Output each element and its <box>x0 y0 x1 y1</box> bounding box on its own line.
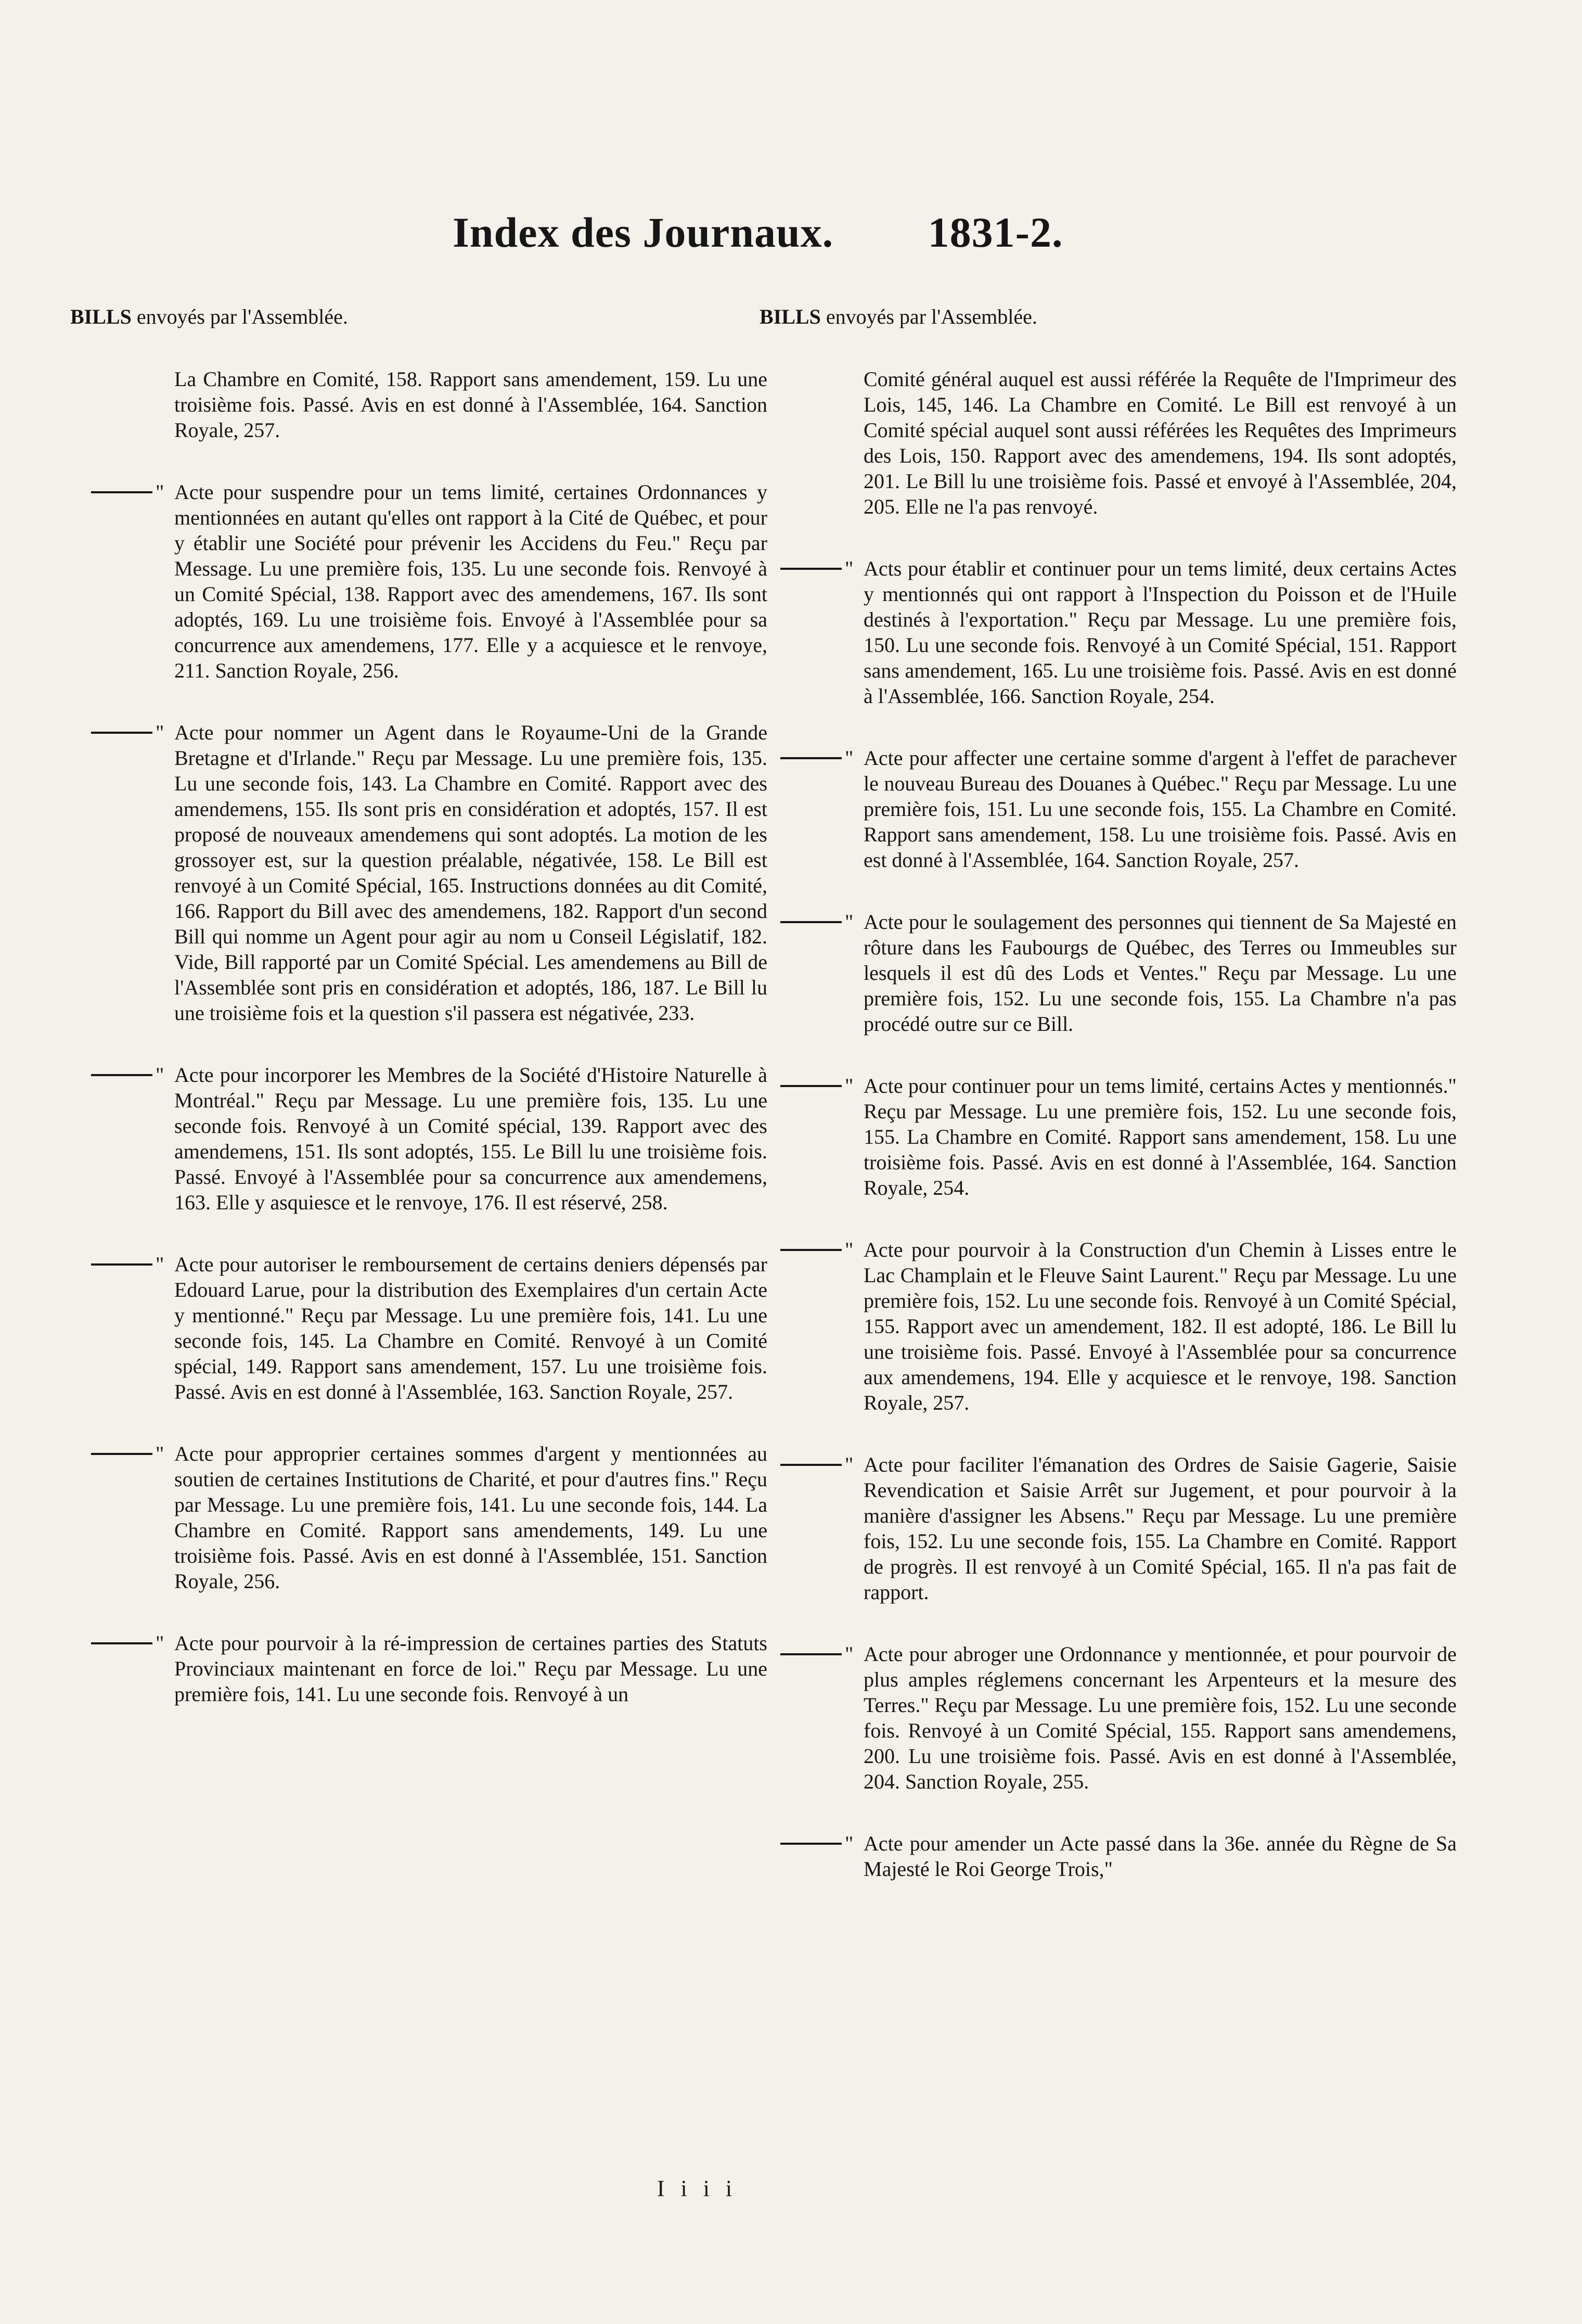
right-column <box>760 304 1457 1918</box>
left-entry-2-text: Acte pour suspendre pour un tems limité, certaines Ordonnances y mentionnées en autant qu'elles ont rapport à la Cité de Québec, et pour y établir une Société pour prévenir les Accidens du Feu." Reçu par Message. Lu une première fois, 135. Lu une seconde fois. Renvoyé à un Comité Spécial, 138. Rapport avec des amendemens, 167. Ils sont adoptés, 169. Lu une troisième fois. Envoyé à l'Assemblée pour sa concurrence aux amendemens, 177. Elle y a acquiesce et le renvoye, 211. Sanction Royale, 256. <box>174 480 767 682</box>
em-dash-marker: " <box>780 1073 858 1099</box>
left-entry-6-text: Acte pour approprier certaines sommes d'argent y mentionnées au soutien de certaines Institutions de Charité, et pour d'autres fins." Reçu par Message. Lu une première fois, 141. Lu une seconde fois, 144. La Chambre en Comité. Rapport sans amendements, 149. Lu une troisième fois. Passé. Avis en est donné à l'Assemblée, 151. Sanction Royale, 256. <box>174 1442 767 1593</box>
right-entry-2-text: Acts pour établir et continuer pour un tems limité, deux certains Actes y mentionnés qui ont rapport à l'Inspection du Poisson et de l'Huile destinés à l'exportation." Reçu par Message. Lu une première fois, 150. Lu une seconde fois. Renvoyé à un Comité Spécial, 151. Rapport sans amendement, 165. Lu une troisième fois. Passé. Avis en est donné à l'Assemblée, 166. Sanction Royale, 254. <box>864 557 1457 708</box>
right-entry-1-text: Comité général auquel est aussi référée la Requête de l'Imprimeur des Lois, 145, 146. La Chambre en Comité. Le Bill est renvoyé à un Comité spécial auquel sont aussi référées les Requêtes des Imprimeurs des Lois, 150. Rapport avec des amendemens, 194. Ils sont adoptés, 201. Le Bill lu une troisième fois. Passé et envoyé à l'Assemblée, 204, 205. Elle ne l'a pas renvoyé. <box>864 367 1457 518</box>
em-dash-marker: " <box>780 1831 858 1856</box>
em-dash-marker: " <box>91 1062 169 1088</box>
right-entry-8-text: Acte pour abroger une Ordonnance y mentionnée, et pour pourvoir de plus amples réglemens concernant les Arpenteurs et la mesure des Terres." Reçu par Message. Lu une première fois, 152. Lu une seconde fois. Renvoyé à un Comité Spécial, 155. Rapport sans amendemens, 200. Lu une troisième fois. Passé. Avis en est donné à l'Assemblée, 204. Sanction Royale, 255. <box>864 1642 1457 1793</box>
left-entry-6 <box>70 1441 767 1594</box>
page-year: 1831-2. <box>928 209 1063 256</box>
right-entry-2 <box>760 556 1457 709</box>
em-dash-marker: " <box>780 745 858 771</box>
right-heading-caps: BILLS <box>760 305 821 328</box>
right-heading-rest: envoyés par l'Assemblée. <box>820 305 1037 328</box>
left-entry-5 <box>70 1252 767 1404</box>
left-entry-7 <box>70 1630 767 1707</box>
em-dash-marker: " <box>91 479 169 505</box>
left-entry-1 <box>70 366 767 443</box>
left-column-heading <box>70 304 767 329</box>
left-entry-4 <box>70 1062 767 1215</box>
em-dash-marker: " <box>780 1452 858 1477</box>
right-entry-9 <box>760 1831 1457 1882</box>
page-title: Index des Journaux. <box>453 209 834 256</box>
right-entry-7 <box>760 1452 1457 1605</box>
left-heading-caps: BILLS <box>70 305 132 328</box>
left-entry-1-text: La Chambre en Comité, 158. Rapport sans amendement, 159. Lu une troisième fois. Passé. Avis en est donné à l'Assemblée, 164. Sanction Royale, 257. <box>174 367 767 442</box>
em-dash-marker: " <box>780 556 858 581</box>
em-dash-marker: " <box>91 1441 169 1466</box>
left-entry-7-text: Acte pour pourvoir à la ré-impression de certaines parties des Statuts Provinciaux maintenant en force de loi." Reçu par Message. Lu une première fois, 141. Lu une seconde fois. Renvoyé à un <box>174 1631 767 1706</box>
right-entry-6 <box>760 1237 1457 1415</box>
right-column-heading <box>760 304 1457 329</box>
right-entry-5 <box>760 1073 1457 1201</box>
right-entry-3 <box>760 745 1457 873</box>
right-entry-5-text: Acte pour continuer pour un tems limité, certains Actes y mentionnés." Reçu par Message. Lu une première fois, 152. Lu une seconde fois, 155. La Chambre en Comité. Rapport sans amendement, 158. Lu une troisième fois. Passé. Avis en est donné à l'Assemblée, 164. Sanction Royale, 254. <box>864 1074 1457 1199</box>
left-entry-3 <box>70 720 767 1026</box>
em-dash-marker: " <box>91 1252 169 1277</box>
left-entry-5-text: Acte pour autoriser le remboursement de certains deniers dépensés par Edouard Larue, pour la distribution des Exemplaires d'un certain Acte y mentionné." Reçu par Message. Lu une première fois, 141. Lu une seconde fois, 145. La Chambre en Comité. Renvoyé à un Comité spécial, 149. Rapport sans amendement, 157. Lu une troisième fois. Passé. Avis en est donné à l'Assemblée, 163. Sanction Royale, 257. <box>174 1253 767 1403</box>
left-entry-2 <box>70 479 767 683</box>
right-entry-4 <box>760 909 1457 1037</box>
left-entry-4-text: Acte pour incorporer les Membres de la Société d'Histoire Naturelle à Montréal." Reçu par Message. Lu une première fois, 135. Lu une seconde fois. Renvoyé à un Comité spécial, 139. Rapport avec des amendemens, 151. Ils sont adoptés, 155. Le Bill lu une troisième fois. Passé. Envoyé à l'Assemblée pour sa concurrence aux amendemens, 163. Elle y asquiesce et le renvoye, 176. Il est réservé, 258. <box>174 1063 767 1214</box>
right-entry-6-text: Acte pour pourvoir à la Construction d'un Chemin à Lisses entre le Lac Champlain et le Fleuve Saint Laurent." Reçu par Message. Lu une première fois, 152. Lu une seconde fois. Renvoyé à un Comité Spécial, 155. Rapport avec un amendement, 182. Il est adopté, 186. Le Bill lu une troisième fois. Passé. Envoyé à l'Assemblée pour sa concurrence aux amendemens, 194. Elle y acquiesce et le renvoye, 198. Sanction Royale, 257. <box>864 1238 1457 1414</box>
right-entry-1 <box>760 366 1457 519</box>
em-dash-marker: " <box>91 720 169 745</box>
page-signature: I i i i <box>657 2176 738 2201</box>
em-dash-marker: " <box>780 1237 858 1262</box>
right-entry-3-text: Acte pour affecter une certaine somme d'argent à l'effet de parachever le nouveau Bureau des Douanes à Québec." Reçu par Message. Lu une première fois, 151. Lu une seconde fois, 155. La Chambre en Comité. Rapport sans amendement, 158. Lu une troisième fois. Passé. Avis en est donné à l'Assemblée, 164. Sanction Royale, 257. <box>864 746 1457 872</box>
em-dash-marker: " <box>91 1630 169 1656</box>
right-entry-8 <box>760 1641 1457 1794</box>
page-header <box>453 208 1181 257</box>
left-column <box>70 304 767 1743</box>
left-entry-3-text: Acte pour nommer un Agent dans le Royaume-Uni de la Grande Bretagne et d'Irlande." Reçu par Message. Lu une première fois, 135. Lu une seconde fois, 143. La Chambre en Comité. Rapport avec des amendemens, 155. Ils sont pris en considération et adoptés, 157. Il est proposé de nouveaux amendemens qui sont adoptés. La motion de les grossoyer est, sur la question préalable, négativée, 158. Le Bill est renvoyé à un Comité Spécial, 165. Instructions données au dit Comité, 166. Rapport du Bill avec des amendemens, 182. Rapport d'un second Bill qui nomme un Agent pour agir au nom u Conseil Législatif, 182. Vide, Bill rapporté par un Comité Spécial. Les amendemens au Bill de l'Assemblée sont pris en considération et adoptés, 186, 187. Le Bill lu une troisième fois et la question s'il passera est négativée, 233. <box>174 721 767 1025</box>
left-heading-rest: envoyés par l'Assemblée. <box>131 305 348 328</box>
right-entry-7-text: Acte pour faciliter l'émanation des Ordres de Saisie Gagerie, Saisie Revendication et Saisie Arrêt sur Jugement, et pour pourvoir à la manière d'assigner les Absens." Reçu par Message. Lu une première fois, 152. Lu une seconde fois, 155. La Chambre en Comité. Rapport de progrès. Il est renvoyé à un Comité Spécial, 165. Il n'a pas fait de rapport. <box>864 1453 1457 1604</box>
right-entry-9-text: Acte pour amender un Acte passé dans la 36e. année du Règne de Sa Majesté le Roi George Trois," <box>864 1832 1457 1881</box>
right-entry-4-text: Acte pour le soulagement des personnes qui tiennent de Sa Majesté en rôture dans les Faubourgs de Québec, des Terres ou Immeubles sur lesquels il est dû des Lods et Ventes." Reçu par Message. Lu une première fois, 152. Lu une seconde fois, 155. La Chambre n'a pas procédé outre sur ce Bill. <box>864 910 1457 1036</box>
em-dash-marker: " <box>780 909 858 935</box>
em-dash-marker: " <box>780 1641 858 1667</box>
